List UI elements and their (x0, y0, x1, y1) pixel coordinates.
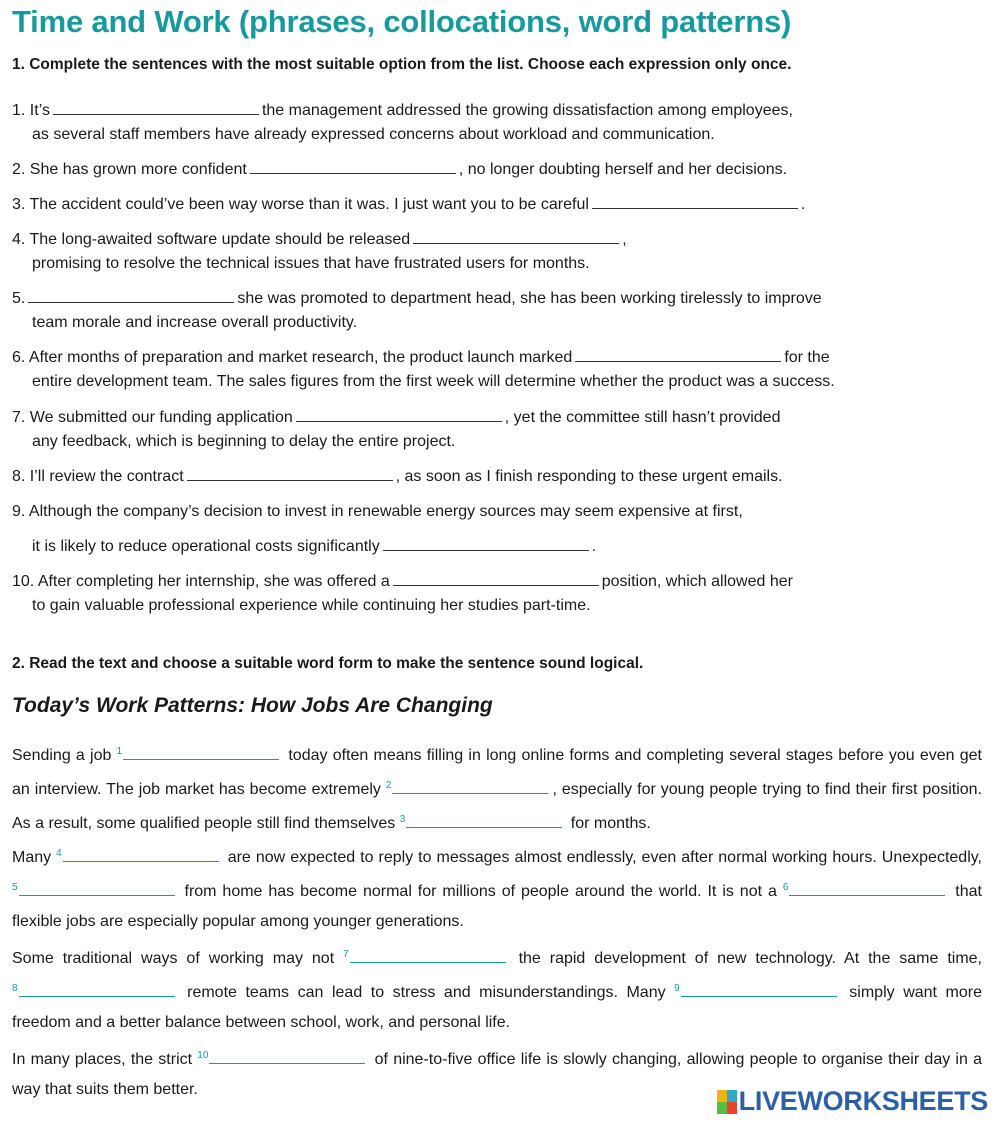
question-5: 5. she was promoted to department head, she has been working tirelessly to improve team morale and increase overall productivity. (12, 290, 822, 331)
answer-blank-1[interactable] (53, 101, 259, 115)
gap-7[interactable]: 7 (343, 950, 510, 967)
gap-line[interactable] (209, 1049, 365, 1064)
gap-2[interactable]: 2 (386, 781, 553, 798)
gap-6[interactable]: 6 (783, 883, 950, 900)
answer-blank-9[interactable] (383, 537, 589, 551)
story-title: Today’s Work Patterns: How Jobs Are Changing (12, 694, 493, 717)
gap-line[interactable] (681, 982, 837, 997)
question-9: 9. Although the company’s decision to invest in renewable energy sources may seem expensive at first, (12, 503, 743, 520)
gap-4[interactable]: 4 (56, 849, 223, 866)
question-8: 8. I’ll review the contract , as soon as I finish responding to these urgent emails. (12, 468, 783, 485)
gap-line[interactable] (63, 847, 219, 862)
gap-line[interactable] (392, 779, 548, 794)
question-3: 3. The accident could’ve been way worse than it was. I just want you to be careful . (12, 196, 806, 213)
question-9-continued: it is likely to reduce operational costs significantly . (32, 538, 597, 555)
answer-blank-2[interactable] (250, 160, 456, 174)
gap-9[interactable]: 9 (674, 984, 841, 1001)
gap-10[interactable]: 10 (197, 1051, 369, 1068)
question-6: 6. After months of preparation and market research, the product launch marked for the entire development team. The sales figures from the first week will determine whether the product was a success. (12, 349, 835, 390)
paragraph-1: Sending a job $^1$ today often means filling in long online forms and completing several stages before you even get an interview. The job market has become extremely $^2$ , especially for young people trying to find their first position. As a result, some qualified people still find themselves $^3$ for months. (12, 746, 982, 833)
gap-line[interactable] (19, 881, 175, 896)
gap-5[interactable]: 5 (12, 883, 179, 900)
question-10: 10. After completing her internship, she was offered a position, which allowed her to gain valuable professional experience while continuing her studies part-time. (12, 573, 793, 614)
gap-line[interactable] (19, 982, 175, 997)
answer-blank-4[interactable] (413, 230, 619, 244)
gap-line[interactable] (350, 948, 506, 963)
answer-blank-5[interactable] (28, 289, 234, 303)
paragraph-3: Some traditional ways of working may not $^7$ the rapid development of new technology. At the same time, $^8$ remote teams can lead to stress and misunderstandings. Many $^9$ simply want more freedom and a better balance between school, work, and personal life. (12, 949, 983, 1032)
gap-line[interactable] (789, 881, 945, 896)
paragraph-2: Many $^4$ are now expected to reply to messages almost endlessly, even after normal working hours. Unexpectedly, $^5$ from home has become normal for millions of people around the world. It is not a $^6$ that flexible jobs are especially popular among younger generations. (12, 848, 983, 931)
logo-text: LIVEWORKSHEETS (738, 1086, 988, 1116)
gap-line[interactable] (123, 745, 279, 760)
answer-blank-10[interactable] (393, 572, 599, 586)
question-1: 1. It’s the management addressed the growing dissatisfaction among employees, as several staff members have already expressed concerns about workload and communication. (12, 102, 793, 143)
gap-8[interactable]: 8 (12, 984, 179, 1001)
paragraph-4: In many places, the strict $^{10}$ of nine-to-five office life is slowly changing, allowing people to organise their day in a way that suits them better. (12, 1050, 983, 1099)
section2-instruction: 2. Read the text and choose a suitable word form to make the sentence sound logical. (12, 655, 644, 672)
worksheet-title: Time and Work (phrases, collocations, word patterns) (12, 4, 792, 39)
section1-instruction: 1. Complete the sentences with the most suitable option from the list. Choose each expression only once. (12, 56, 792, 73)
logo-mark-icon (717, 1090, 737, 1114)
question-7: 7. We submitted our funding application , yet the committee still hasn’t provided any feedback, which is beginning to delay the entire project. (12, 409, 781, 450)
answer-blank-8[interactable] (187, 467, 393, 481)
answer-blank-7[interactable] (296, 408, 502, 422)
answer-blank-6[interactable] (575, 348, 781, 362)
gap-line[interactable] (406, 813, 562, 828)
liveworksheets-logo (717, 1086, 988, 1117)
answer-blank-3[interactable] (592, 195, 798, 209)
gap-1[interactable]: 1 (117, 747, 284, 764)
gap-3[interactable]: 3 (400, 815, 567, 832)
question-2: 2. She has grown more confident , no longer doubting herself and her decisions. (12, 161, 788, 178)
question-4: 4. The long-awaited software update should be released , promising to resolve the technical issues that have frustrated users for months. (12, 231, 627, 272)
